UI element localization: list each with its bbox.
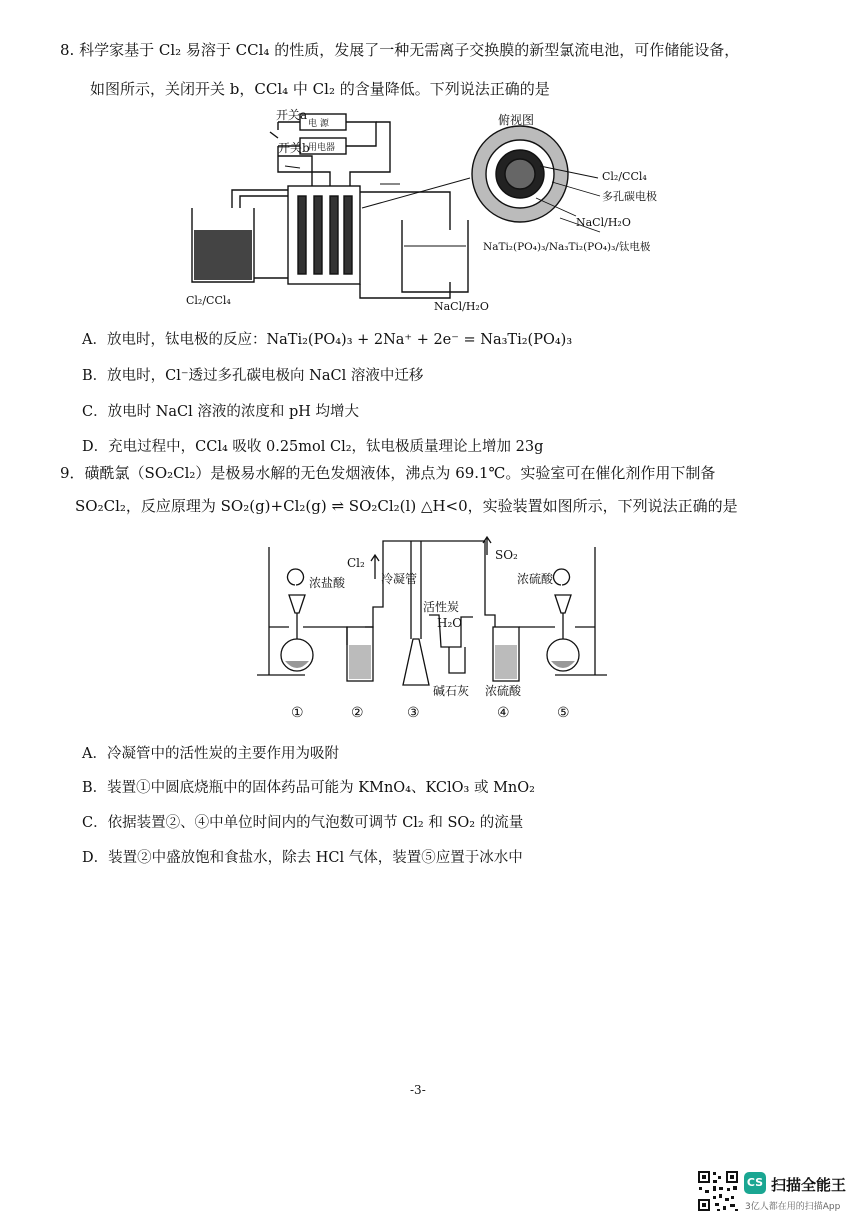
- label-titanium: NaTi₂(PO₄)₃/Na₃Ti₂(PO₄)₃/钛电极: [483, 241, 651, 253]
- q8-option-b: B．放电时，Cl⁻透过多孔碳电极向 NaCl 溶液中迁移: [82, 368, 424, 384]
- q9-option-d: D．装置②中盛放饱和食盐水，除去 HCl 气体，装置⑤应置于冰水中: [82, 850, 523, 866]
- label-nacl-h2o: NaCl/H₂O: [576, 216, 631, 229]
- qr-code-icon: [697, 1170, 739, 1212]
- q9-stem-line2: SO₂Cl₂，反应原理为 SO₂(g)+Cl₂(g) ⇌ SO₂Cl₂(l) △H<0，实验装置如图所示，下列说法正确的是: [75, 497, 738, 515]
- cl2-label: Cl₂: [347, 556, 365, 570]
- conc-hcl-label: 浓盐酸: [309, 576, 346, 590]
- cs-logo-badge: CS: [744, 1172, 766, 1194]
- top-view-label: 俯视图: [498, 113, 535, 127]
- conc-h2so4-top-label: 浓硫酸: [517, 572, 554, 586]
- label-porous-carbon: 多孔碳电极: [602, 190, 657, 203]
- condenser-label: 冷凝管: [381, 572, 418, 586]
- page-number: -3-: [410, 1083, 426, 1097]
- q8-stem-line2: 如图所示，关闭开关 b，CCl₄ 中 Cl₂ 的含量降低。下列说法正确的是: [90, 80, 550, 98]
- q9-option-c: C．依据装置②、④中单位时间内的气泡数可调节 Cl₂ 和 SO₂ 的流量: [82, 815, 524, 831]
- q8-battery-figure: [180, 108, 680, 314]
- q9-option-b: B．装置①中圆底烧瓶中的固体药品可能为 KMnO₄、KClO₃ 或 MnO₂: [82, 780, 535, 796]
- q9-stem-line1: 9．磺酰氯（SO₂Cl₂）是极易水解的无色发烟液体，沸点为 69.1℃。实验室可在催化剂作用下制备: [60, 464, 716, 482]
- q9-option-a: A．冷凝管中的活性炭的主要作用为吸附: [82, 746, 339, 762]
- apparatus-num-3: ③: [407, 705, 420, 721]
- left-beaker-label: Cl₂/CCl₄: [186, 294, 231, 307]
- q8-stem-line1: 8. 科学家基于 Cl₂ 易溶于 CCl₄ 的性质，发展了一种无需离子交换膜的新型氯流电池，可作储能设备，: [60, 41, 740, 59]
- apparatus-num-5: ⑤: [557, 705, 570, 721]
- q8-option-a: A．放电时，钛电极的反应：NaTi₂(PO₄)₃ + 2Na⁺ + 2e⁻ = Na₃Ti₂(PO₄)₃: [82, 332, 573, 348]
- footer-brand-name: 扫描全能王: [771, 1176, 847, 1194]
- power-label: 电 源: [308, 119, 329, 129]
- right-beaker-label: NaCl/H₂O: [434, 300, 489, 313]
- conc-h2so4-bottom-label: 浓硫酸: [485, 684, 522, 698]
- device-label: 用电器: [308, 143, 336, 153]
- soda-lime-label: 碱石灰: [433, 684, 470, 698]
- apparatus-num-4: ④: [497, 705, 510, 721]
- porous-carbon-electrode: [298, 196, 306, 274]
- so2-label: SO₂: [495, 548, 518, 562]
- q9-apparatus-figure: [255, 535, 615, 725]
- q8-option-c: C．放电时 NaCl 溶液的浓度和 pH 均增大: [82, 404, 360, 420]
- q8-option-d: D．充电过程中，CCl₄ 吸收 0.25mol Cl₂，钛电极质量理论上增加 23g: [82, 439, 544, 455]
- label-cl2-ccl4: Cl₂/CCl₄: [602, 170, 647, 183]
- activated-carbon-label: 活性炭: [423, 600, 460, 614]
- apparatus-num-1: ①: [291, 705, 304, 721]
- apparatus-num-2: ②: [351, 705, 364, 721]
- footer-slogan: 3亿人都在用的扫描App: [745, 1202, 841, 1212]
- switch-b-label: 开关b: [278, 141, 310, 155]
- switch-a-label: 开关a: [276, 108, 308, 122]
- titanium-electrode: [344, 196, 352, 274]
- h2o-label: H₂O: [437, 616, 463, 630]
